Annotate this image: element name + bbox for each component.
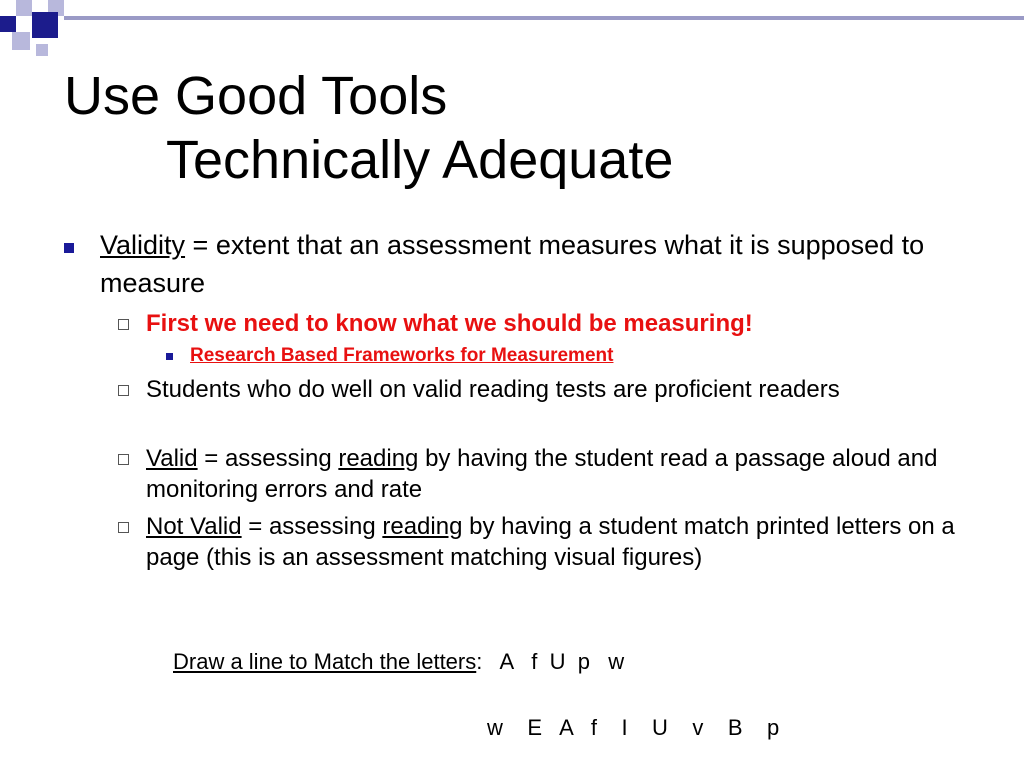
- match-letters-row-1: : A f U p w: [476, 649, 625, 674]
- deco-square: [32, 12, 58, 38]
- valid-term: Valid: [146, 445, 198, 472]
- title-line-2: Technically Adequate: [166, 130, 674, 190]
- bullet-validity: [100, 226, 980, 302]
- valid-pre: = assessing: [197, 445, 339, 472]
- not-valid-reading-word: reading: [382, 513, 463, 540]
- not-valid-term: Not Valid: [146, 513, 242, 540]
- header-decoration: [0, 0, 1024, 60]
- header-rule: [64, 16, 1024, 20]
- deco-square: [12, 32, 30, 50]
- hollow-square-bullet-icon: [118, 522, 129, 533]
- valid-post: by having the student read a passage aloud and monitoring errors and rate: [146, 445, 938, 503]
- square-bullet-icon: [64, 243, 74, 253]
- validity-term: Validity: [100, 230, 186, 260]
- match-letters-row-2: w E A f I U v B p: [487, 715, 780, 740]
- hollow-square-bullet-icon: [118, 319, 129, 330]
- small-square-bullet-icon: [166, 353, 173, 360]
- deco-square: [36, 44, 48, 56]
- slide-title: [64, 64, 994, 192]
- hollow-square-bullet-icon: [118, 454, 129, 465]
- match-row-1: [173, 648, 624, 676]
- bullet-valid: [146, 443, 986, 505]
- deco-square: [0, 16, 16, 32]
- deco-square: [16, 0, 32, 16]
- not-valid-pre: = assessing: [241, 513, 383, 540]
- frameworks-link[interactable]: Research Based Frameworks for Measurement: [190, 345, 614, 366]
- valid-reading-word: reading: [338, 445, 419, 472]
- bullet-first-need: First we need to know what we should be measuring!: [146, 310, 753, 337]
- not-valid-post: by having a student match printed letters on a page (this is an assessment matching visual figures): [146, 513, 955, 571]
- hollow-square-bullet-icon: [118, 385, 129, 396]
- match-instruction: Draw a line to Match the letters: [173, 649, 477, 674]
- bullet-not-valid: [146, 511, 986, 573]
- bullet-frameworks: [190, 344, 950, 368]
- title-line-1: Use Good Tools: [64, 66, 448, 126]
- bullet-students: Students who do well on valid reading tests are proficient readers: [146, 376, 840, 403]
- validity-definition: = extent that an assessment measures what it is supposed to measure: [100, 230, 925, 298]
